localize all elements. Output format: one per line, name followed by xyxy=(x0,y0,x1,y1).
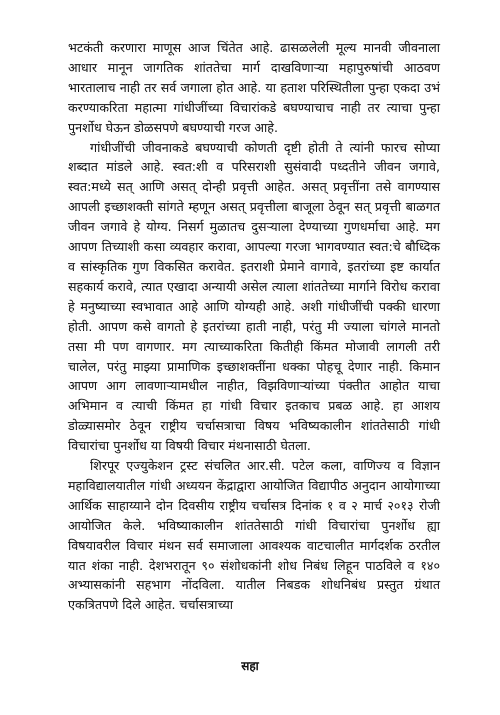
paragraph-2: गांधीजींची जीवनाकडे बघण्याची कोणती दृष्टी होती ते त्यांनी फारच सोप्या शब्दात मांडले आहे. स्वत:शी व परिसराशी सुसंवादी पध्दतीने जीवन जगावे, स्वत:मध्ये सत् आणि असत् दोन्ही प्रवृत्ती आहेत. असत् प्रवृत्तींना तसे वागण्यास आपली इच्छाशक्ती सांगते म्हणून असत् प्रवृत्तीला बाजूला ठेवून सत् प्रवृत्ती बाळगत जीवन जगावे हे योग्य. निसर्ग मुळातच दुसऱ्याला देण्याच्या गुणधर्माचा आहे. मग आपण तिच्याशी कसा व्यवहार करावा, आपल्या गरजा भागवण्यात स्वत:चे बौध्दिक व सांस्कृतिक गुण विकसित करावेत. इतराशी प्रेमाने वागावे, इतरांच्या इष्ट कार्यात सहकार्य करावे, त्यात एखादा अन्यायी असेल त्याला शांततेच्या मार्गाने विरोध करावा हे मनुष्याच्या स्वभावात आहे आणि योग्यही आहे. अशी गांधीजींची पक्की धारणा होती. आपण कसे वागतो हे इतरांच्या हाती नाही, परंतु मी ज्याला चांगले मानतो तसा मी पण वागणार. मग त्याच्याकरिता कितीही किंमत मोजावी लागली तरी चालेल, परंतु माझ्या प्रामाणिक इच्छाशक्तींना धक्का पोहचू देणार नाही. किमान आपण आग लावणाऱ्यामधील नाहीत, विझविणाऱ्यांच्या पंक्तीत आहोत याचा अभिमान व त्याची किंमत हा गांधी विचार इतकाच प्रबळ आहे. हा आशय डोळ्यासमोर ठेवून राष्ट्रीय चर्चासत्राचा विषय भविष्यकालीन शांततेसाठी गांधी विचारांचा पुनर्शोध या विषयी विचार मंथनासाठी घेतला. xyxy=(68,139,440,454)
paragraph-1: भटकंती करणारा माणूस आज चिंतेत आहे. ढासळलेली मूल्य मानवी जीवनाला आधार मानून जागतिक शांततेचा मार्ग दाखविणाऱ्या महापुरुषांची आठवण भारतालाच नाही तर सर्व जगाला होत आहे. या हताश परिस्थितीला पुन्हा एकदा उभं करण्याकरिता महात्मा गांधीजींच्या विचारांकडे बघण्याचाच नाही तर त्याचा पुन्हा पुनर्शोध घेऊन डोळसपणे बघण्याची गरज आहे. xyxy=(68,40,440,135)
paragraph-3: शिरपूर एज्युकेशन ट्रस्ट संचलित आर.सी. पटेल कला, वाणिज्य व विज्ञान महाविद्यालयातील गांधी अध्ययन केंद्राद्वारा आयोजित विद्यापीठ अनुदान आयोगाच्या आर्थिक साहाय्याने दोन दिवसीय राष्ट्रीय चर्चासत्र दिनांक १ व २ मार्च २०१३ रोजी आयोजित केले. भविष्याकालीन शांततेसाठी गांधी विचारांचा पुनर्शोध ह्या विषयावरील विचार मंथन सर्व समाजाला आवश्यक वाटचालीत मार्गदर्शक ठरतील यात शंका नाही. देशभरातून ९० संशोधकांनी शोध निबंध लिहून पाठविले व १४० अभ्यासकांनी सहभाग नोंदविला. यातील निबडक शोधनिबंध प्रस्तुत ग्रंथात एकत्रितपणे दिले आहेत. चर्चासत्राच्या xyxy=(68,458,440,613)
page-number: सहा xyxy=(241,659,259,673)
document-body xyxy=(68,38,440,615)
